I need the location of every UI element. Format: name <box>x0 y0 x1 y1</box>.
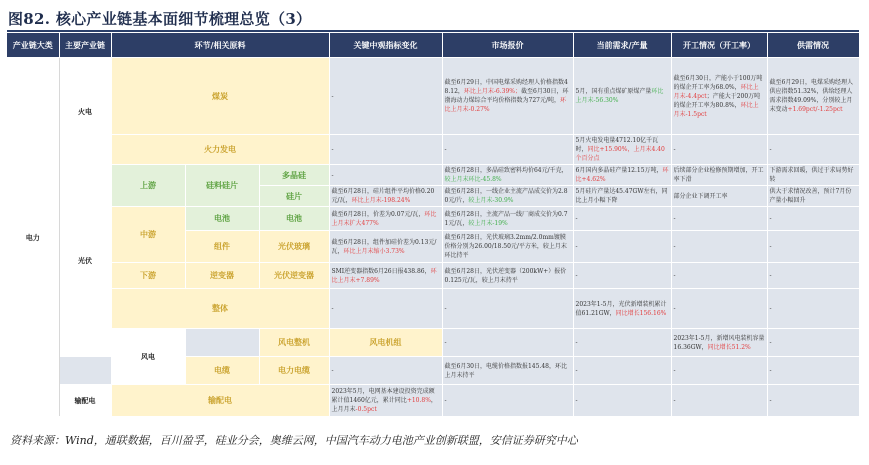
poly-demand-text: 6月国内多晶硅产量12.15万吨， <box>575 167 663 174</box>
dash: - <box>769 146 772 153</box>
cable-indicator <box>329 357 442 385</box>
coal-sd-text: 截至6月29日，电煤采购经理人供应指数51.32%，供给经理人需求指数49.09%，分别较上月末变动 <box>769 79 853 113</box>
poly-demand <box>573 165 671 186</box>
grid-indicator-text-2: ，上月月末 <box>331 397 437 413</box>
poly-supply-demand: 下游需求回暖，供过于求局势好转 <box>767 165 859 186</box>
poly-indicator <box>329 165 442 186</box>
battery-indicator-change: 环比上月末扩大477% <box>331 210 437 227</box>
cable-operating <box>671 357 767 385</box>
dash: - <box>673 272 676 279</box>
segment-battery-detail: 电池 <box>259 207 329 231</box>
wafer-price <box>442 186 573 207</box>
segment-cable: 电缆 <box>185 357 259 385</box>
table-row <box>7 207 859 231</box>
table-header-row <box>7 33 859 58</box>
table-row <box>7 58 859 135</box>
dash: - <box>575 243 578 250</box>
poly-price-change: 较上月末环比-45.8% <box>444 176 502 183</box>
poly-operating: 后续部分企业检修预期增加，开工率下滑 <box>671 165 767 186</box>
wafer-indicator-text: 截至6月28日，硅片组件平均价格0.20元/瓦， <box>331 188 435 204</box>
segment-coal: 煤炭 <box>111 58 329 135</box>
figure-title: 图82. 核心产业链基本面细节梳理总览（3） <box>8 10 312 28</box>
dash: - <box>444 339 447 346</box>
header-operating: 开工情况（开工率） <box>671 33 767 58</box>
module-indicator-change: 环比上月末缩小3.73% <box>343 247 405 255</box>
wind-demand <box>671 329 767 357</box>
segment-inverter: 逆变器 <box>185 263 259 289</box>
wind-operating <box>767 329 859 357</box>
dash: - <box>673 397 676 404</box>
thermal-operating <box>671 135 767 165</box>
coal-demand-text: 5月，国有重点煤矿原煤产量 <box>575 88 652 95</box>
inverter-demand <box>573 263 671 289</box>
module-operating <box>671 231 767 263</box>
dash: - <box>673 367 676 374</box>
dash: - <box>331 146 334 153</box>
segment-wind-unit: 风电机组 <box>329 329 442 357</box>
coal-operating <box>671 58 767 135</box>
chain-pv: 光伏 <box>59 165 111 357</box>
module-indicator <box>329 231 442 263</box>
whole-supply-demand <box>767 289 859 329</box>
thermal-demand-text: 5月火电发电量4712.10亿千瓦时， <box>575 137 659 153</box>
coal-open-change-2: 环比上月末-1.5pct <box>673 101 759 118</box>
dash: - <box>444 305 447 312</box>
segment-polysilicon: 多晶硅 <box>259 165 329 186</box>
grid-supply-demand <box>767 385 859 417</box>
dash: - <box>673 146 676 153</box>
module-supply-demand <box>767 231 859 263</box>
header-price: 市场报价 <box>442 33 573 58</box>
dash: - <box>673 243 676 250</box>
poly-price-text: 截至6月28日，多晶硅致密料均价64元/千克， <box>444 167 568 174</box>
whole-demand <box>573 289 671 329</box>
grid-indicator-change: +10.8% <box>406 397 431 404</box>
header-demand: 当前需求/产量 <box>573 33 671 58</box>
whole-demand-change: 同比增长156.16% <box>615 309 667 317</box>
segment-battery: 电池 <box>185 207 259 231</box>
coal-demand-change: 环比上月末-56.30% <box>575 88 664 104</box>
segment-power-cable: 电力电缆 <box>259 357 329 385</box>
dash: - <box>575 339 578 346</box>
wafer-indicator-change: 环比上月末-198.24% <box>351 197 411 204</box>
table-row <box>7 385 859 417</box>
grid-price <box>442 385 573 417</box>
inverter-operating <box>671 263 767 289</box>
grid-operating <box>671 385 767 417</box>
wafer-operating: 部分企业下调开工率 <box>671 186 767 207</box>
wind-stage-empty <box>185 329 259 357</box>
dash: - <box>673 215 676 222</box>
dash: - <box>769 305 772 312</box>
coal-open-change: 环比上月末-4.4pct <box>673 83 759 100</box>
header-indicator: 关键中观指标变化 <box>329 33 442 58</box>
battery-indicator-text: 截至6月28日，价差为0.07元/瓦， <box>331 210 425 218</box>
module-demand <box>573 231 671 263</box>
coal-price-text-2: 截至6月30日，环渤海动力煤综合平均价格指数为727元/吨， <box>444 88 569 104</box>
coal-price-text: 截至6月29日，中国电煤采购经理人价格指数48.12， <box>444 79 568 95</box>
dash: - <box>769 215 772 222</box>
stage-downstream: 下游 <box>111 263 185 289</box>
inverter-supply-demand <box>767 263 859 289</box>
stage-upstream: 上游 <box>111 165 185 207</box>
segment-pv-glass: 光伏玻璃 <box>259 231 329 263</box>
grid-demand <box>573 385 671 417</box>
module-indicator-text: 截至6月28日，组件加硅价差为0.13元/瓦， <box>331 238 437 255</box>
table-row <box>7 263 859 289</box>
coal-price-change-2: 环比上月末-0.27% <box>444 97 567 113</box>
thermal-price <box>442 135 573 165</box>
poly-price <box>442 165 573 186</box>
wind-demand-text: 2023年1-5月，新增风电装机容量16.36GW， <box>673 334 765 351</box>
battery-price <box>442 207 573 231</box>
thermal-demand <box>573 135 671 165</box>
table-row <box>7 289 859 329</box>
dash: - <box>331 92 334 100</box>
segment-module: 组件 <box>185 231 259 263</box>
segment-wind-machine: 风电整机 <box>259 329 329 357</box>
dash: - <box>575 397 578 404</box>
battery-supply-demand <box>767 207 859 231</box>
coal-supply-demand <box>767 58 859 135</box>
wind-price <box>573 329 671 357</box>
whole-operating <box>671 289 767 329</box>
dash: - <box>575 367 578 374</box>
dash: - <box>444 146 447 153</box>
wafer-demand: 5月硅片产量达45.47GW左右，同比上月小幅下降 <box>573 186 671 207</box>
grid-indicator <box>329 385 442 417</box>
dash: - <box>769 272 772 279</box>
category-power: 电力 <box>7 58 59 417</box>
wind-demand-change: 同比增长51.2% <box>707 343 751 351</box>
title-rule <box>7 30 859 32</box>
industry-chain-table <box>7 33 860 417</box>
coal-price-change: 环比上月末-6.39%； <box>463 88 521 95</box>
segment-thermal-power: 火力发电 <box>111 135 329 165</box>
segment-transmission: 输配电 <box>111 385 329 417</box>
cable-supply-demand <box>767 357 859 385</box>
wafer-indicator <box>329 186 442 207</box>
whole-price <box>442 289 573 329</box>
wind-indicator <box>442 329 573 357</box>
chain-wind: 风电 <box>111 329 185 385</box>
segment-pv-whole: 整体 <box>111 289 329 329</box>
dash: - <box>331 171 334 179</box>
dash: - <box>769 243 772 250</box>
thermal-supply-demand <box>767 135 859 165</box>
inverter-indicator-text: SMI逆变器指数6月26日报438.86， <box>331 267 431 275</box>
coal-indicator <box>329 58 442 135</box>
battery-price-text: 截至6月28日，主流产品一线厂商成交价为0.71元/瓦， <box>444 210 568 227</box>
coal-demand <box>573 58 671 135</box>
dash: - <box>769 397 772 404</box>
dash: - <box>575 215 578 222</box>
header-segment: 环节/相关原料 <box>111 33 329 58</box>
dash: - <box>769 339 772 346</box>
battery-demand <box>573 207 671 231</box>
header-category: 产业链大类 <box>7 33 59 58</box>
dash: - <box>673 305 676 312</box>
dash: - <box>769 367 772 374</box>
chain-thermal: 火电 <box>59 58 111 165</box>
stage-midstream: 中游 <box>111 207 185 263</box>
dash: - <box>331 305 334 312</box>
whole-indicator <box>329 289 442 329</box>
cable-demand <box>573 357 671 385</box>
cable-price: 截至6月30日，电缆价格指数报145.48，环比上月末持平 <box>442 357 573 385</box>
grid-indicator-text: 2023年5月，电网基本建设投资完成额累计值1460亿元，累计同比 <box>331 388 435 404</box>
battery-indicator <box>329 207 442 231</box>
source-note: 资料来源：Wind，通联数据，百川盈孚，硅业分会，奥维云网，中国汽车动力电池产业创新联盟，安信证券研究中心 <box>10 434 578 447</box>
whole-demand-text: 2023年1-5月，光伏新增装机累计值61.21GW， <box>575 300 667 317</box>
inverter-indicator <box>329 263 442 289</box>
segment-wafer: 硅片 <box>259 186 329 207</box>
thermal-demand-change: 同比+15.90%，上月末4.40个百分点 <box>575 146 665 162</box>
glass-price: 截至6月28日，光伏玻璃3.2mm/2.0mm镀膜价格分别为26.00/18.50元/平方米，较上月末环比持平 <box>442 231 573 263</box>
segment-pv-inverter: 光伏逆变器 <box>259 263 329 289</box>
coal-open-text-2: ；产能大于200万吨的煤企开工率为80.8%， <box>673 92 761 109</box>
inverter-indicator-change: 环比上月末+7.89% <box>331 267 437 284</box>
coal-price <box>442 58 573 135</box>
segment-silicon-material: 硅料硅片 <box>185 165 259 207</box>
inverter-price: 截至6月28日，光伏逆变器（200kW+）报价0.125元/瓦，较上月末持平 <box>442 263 573 289</box>
cable-stage-empty <box>59 357 111 385</box>
poly-demand-change: 环比+4.62% <box>575 167 669 183</box>
table-row <box>7 135 859 165</box>
battery-price-change: 较上月末-19% <box>468 219 508 227</box>
battery-operating <box>671 207 767 231</box>
thermal-indicator <box>329 135 442 165</box>
coal-open-text: 截至6月30日，产能小于100万吨的煤企开工率为68.0%， <box>673 74 763 91</box>
dash: - <box>575 272 578 279</box>
header-supply-demand: 供需情况 <box>767 33 859 58</box>
wafer-supply-demand: 供大于求情况改善，预计7月份产量小幅回升 <box>767 186 859 207</box>
dash: - <box>444 397 447 404</box>
header-chain: 主要产业链 <box>59 33 111 58</box>
wafer-price-change: 较上月末-30.9% <box>468 197 514 204</box>
chain-grid: 输配电 <box>59 385 111 417</box>
grid-indicator-change-2: -0.5pct <box>355 406 377 413</box>
dash: - <box>331 367 334 374</box>
table-row <box>7 329 859 357</box>
coal-sd-change: +1.69pct/-1.25pct <box>787 106 843 113</box>
wafer-price-text: 截至6月28日，一线企业主流产品成交价为2.80元/片， <box>444 188 568 204</box>
table-row <box>7 165 859 186</box>
